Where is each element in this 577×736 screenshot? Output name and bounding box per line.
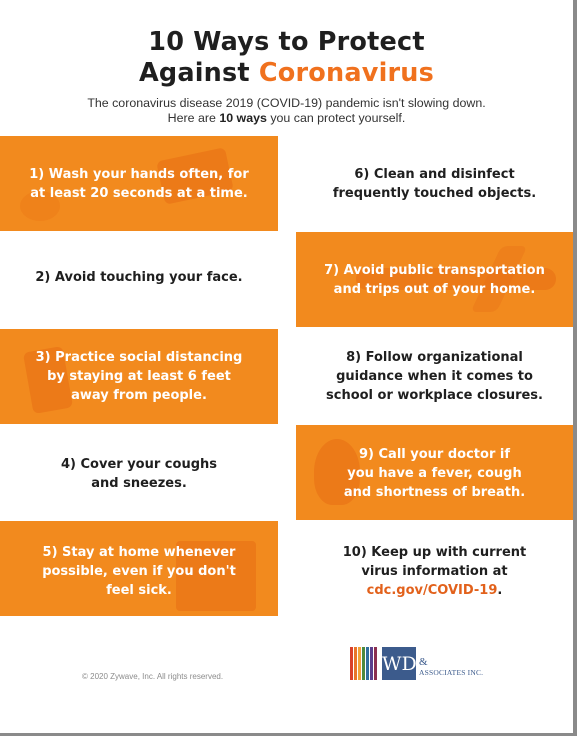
page-title-line-2: [0, 58, 573, 88]
logo-stripe: [354, 647, 357, 680]
tip-8-line-2: guidance when it comes to: [336, 369, 533, 384]
title-accent: Coronavirus: [258, 58, 435, 88]
tip-3-line-1: 3) Practice social distancing: [35, 350, 243, 365]
tip-6: [296, 165, 573, 203]
logo-ampersand: &: [419, 656, 428, 668]
tip-10-line-3: [296, 581, 573, 600]
logo-stripe: [366, 647, 369, 680]
tip-10-line-1: 10) Keep up with current: [342, 545, 527, 560]
intro-line-2: [0, 111, 573, 126]
tip-4-line-2: and sneezes.: [91, 476, 187, 491]
logo-stripe: [374, 647, 377, 680]
intro-line-1: The coronavirus disease 2019 (COVID-19) pandemic isn't slowing down.: [87, 96, 486, 110]
tip-10-period: .: [497, 583, 503, 598]
tip-8-line-1: 8) Follow organizational: [346, 350, 523, 365]
tip-2-line-1: 2) Avoid touching your face.: [35, 270, 243, 285]
tip-5-line-2: possible, even if you don't: [42, 564, 236, 579]
tip-4: [0, 455, 278, 493]
tip-10: [296, 543, 573, 600]
title-prefix: Against: [138, 58, 250, 88]
tip-10-line-2: virus information at: [361, 564, 508, 579]
tip-9: [296, 445, 573, 502]
logo-stripe: [358, 647, 361, 680]
logo-stripes: [350, 647, 377, 680]
intro-prefix: Here are: [167, 111, 216, 125]
tip-9-line-2: you have a fever, cough: [347, 466, 522, 481]
tip-5-line-1: 5) Stay at home whenever: [42, 545, 236, 560]
logo-stripe: [370, 647, 373, 680]
tip-1-line-1: 1) Wash your hands often, for: [29, 167, 249, 182]
tip-6-line-2: frequently touched objects.: [332, 186, 537, 201]
tip-2: [0, 268, 278, 287]
tip-9-line-3: and shortness of breath.: [343, 485, 526, 500]
copyright-text: © 2020 Zywave, Inc. All rights reserved.: [82, 672, 224, 681]
tip-1: [0, 165, 278, 203]
company-logo: [350, 647, 490, 687]
tip-6-line-1: 6) Clean and disinfect: [354, 167, 515, 182]
cdc-link[interactable]: cdc.gov/COVID-19: [366, 583, 498, 598]
tip-9-line-1: 9) Call your doctor if: [359, 447, 510, 462]
logo-stripe: [350, 647, 353, 680]
tip-3-line-2: by staying at least 6 feet: [47, 369, 231, 384]
tip-8: [296, 348, 573, 405]
tip-8-line-3: school or workplace closures.: [326, 388, 543, 403]
tip-7: [296, 261, 573, 299]
tip-5-line-3: feel sick.: [106, 583, 172, 598]
tip-3: [0, 348, 278, 405]
tip-3-line-3: away from people.: [71, 388, 207, 403]
tip-7-line-1: 7) Avoid public transportation: [324, 263, 545, 278]
logo-tagline: ASSOCIATES INC.: [419, 668, 484, 677]
tip-7-line-2: and trips out of your home.: [333, 282, 536, 297]
logo-monogram: WD: [382, 653, 417, 675]
intro-bold: 10 ways: [219, 111, 267, 125]
intro-suffix: you can protect yourself.: [270, 111, 406, 125]
page-title-line-1: 10 Ways to Protect: [148, 27, 425, 57]
logo-stripe: [362, 647, 365, 680]
tip-5: [0, 543, 278, 600]
tip-4-line-1: 4) Cover your coughs: [61, 457, 217, 472]
tip-1-line-2: at least 20 seconds at a time.: [30, 186, 248, 201]
